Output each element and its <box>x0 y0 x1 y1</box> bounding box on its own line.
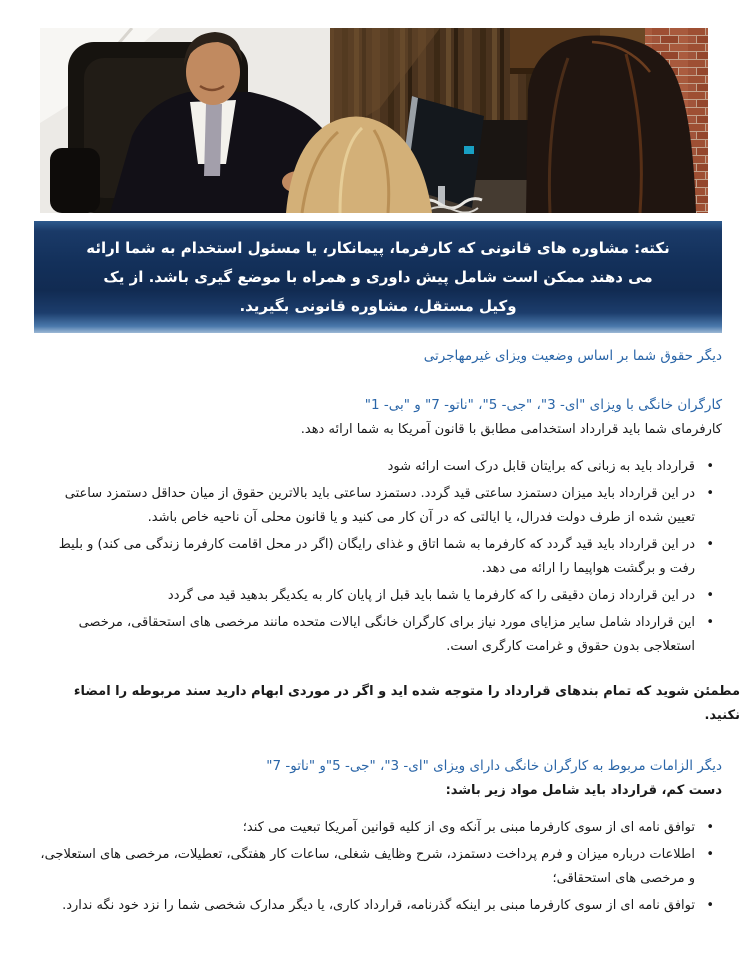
list-item-text: اطلاعات درباره میزان و فرم پرداخت دستمزد، شرح وظایف شغلی، ساعات کار هفتگی، تعطیلات، مرخصی های استعلاجی، و مرخصی های استحقاقی؛ <box>40 847 695 886</box>
list-item-text: توافق نامه ای از سوی کارفرما مبنی بر اینکه گذرنامه، قرارداد کاری، یا دیگر مدارک شخصی شما را نزد خود نگه ندارد. <box>62 898 695 913</box>
list-item <box>34 584 722 608</box>
list-item <box>34 894 722 918</box>
list-item <box>34 482 722 530</box>
list-item-text: در این قرارداد باید میزان دستمزد ساعتی قید گردد. دستمزد ساعتی باید بالاترین حقوق از میان حداقل دستمزد ساعتی تعیین شده از طرف دولت فدرال، یا ایالتی که در آن کار می کنید و یا قانون محلی آن ناحیه خاص باشد. <box>64 486 695 525</box>
list-item-text: در این قرارداد زمان دقیقی را که کارفرما یا شما باید قبل از پایان کار به یکدیگر بدهید قید می گردد <box>167 588 695 603</box>
note-text: نکته: مشاوره های قانونی که کارفرما، پیمانکار، یا مسئول استخدام به شما ارائه می دهند ممکن است شامل پیش داوری و همراه با موضع گیری باشد. از یک وکیل مستقل، مشاوره قانونی بگیرید. <box>86 238 670 315</box>
section2-bullet-list <box>34 816 722 918</box>
section1-intro: کارفرمای شما باید قرارداد استخدامی مطابق با قانون آمریکا به شما ارائه دهد. <box>300 422 722 437</box>
list-item-text: این قرارداد شامل سایر مزایای مورد نیاز برای کارگران خانگی ایالات متحده مانند مرخصی های استحقاقی، مرخصی استعلاجی بدون حقوق و غرامت کارگری است. <box>78 615 695 654</box>
list-item <box>34 533 722 581</box>
section2-intro: دست کم، قرارداد باید شامل مواد زیر باشد: <box>445 783 722 798</box>
document-body <box>0 345 756 918</box>
list-item <box>34 816 722 840</box>
section1-bullet-list <box>34 455 722 659</box>
bullet-icon: • <box>706 847 714 862</box>
document-page <box>0 28 756 960</box>
list-item-text: قرارداد باید به زبانی که برایتان قابل درک است ارائه شود <box>387 459 695 474</box>
list-item <box>34 843 722 891</box>
bullet-icon: • <box>706 459 714 474</box>
section1-heading: کارگران خانگی با ویزای "ای- 3"، "جی- 5"، "ناتو- 7" و "بی- 1" <box>364 397 722 413</box>
office-consultation-photo <box>40 28 708 213</box>
warning-paragraph: مطمئن شوید که تمام بندهای قرارداد را متوجه شده اید و اگر در موردی ابهام دارید سند مربوطه را امضاء نکنید. <box>73 684 740 723</box>
section2-heading: دیگر الزامات مربوط به کارگران خانگی دارای ویزای "ای- 3"، "جی- 5"و "ناتو- 7" <box>266 758 722 774</box>
bullet-icon: • <box>706 615 714 630</box>
bullet-icon: • <box>706 588 714 603</box>
bullet-icon: • <box>706 898 714 913</box>
list-item-text: توافق نامه ای از سوی کارفرما مبنی بر آنکه وی از کلیه قوانین آمریکا تبعیت می کند؛ <box>242 820 695 835</box>
tie <box>204 104 222 176</box>
intro-heading: دیگر حقوق شما بر اساس وضعیت ویزای غیرمهاجرتی <box>423 348 722 364</box>
list-item-text: در این قرارداد باید قید گردد که کارفرما به شما اتاق و غذای رایگان (اگر در محل اقامت کارفرما زندگی می کند) و بلیط رفت و برگشت هواپیما را ارائه می دهد. <box>58 537 695 576</box>
bullet-icon: • <box>706 820 714 835</box>
monitor-led <box>464 146 474 154</box>
note-box <box>34 221 722 333</box>
bullet-icon: • <box>706 537 714 552</box>
bullet-icon: • <box>706 486 714 501</box>
list-item <box>34 455 722 479</box>
list-item <box>34 611 722 659</box>
